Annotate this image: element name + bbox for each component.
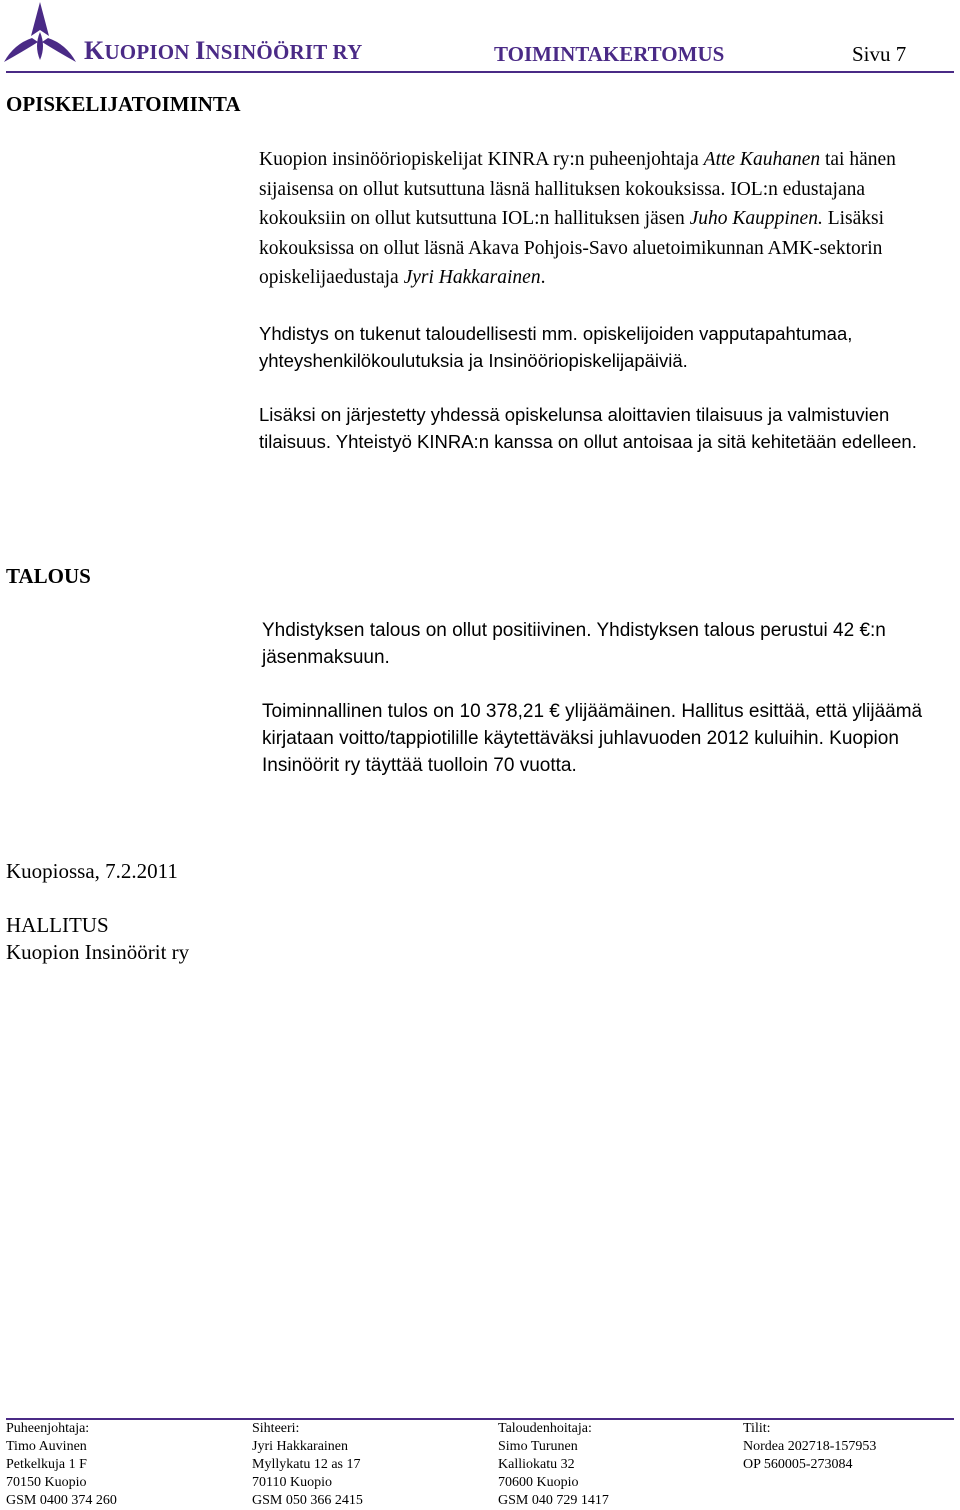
page-number: Sivu 7 bbox=[852, 42, 907, 66]
organization-name: KUOPION INSINÖÖRIT RY bbox=[84, 36, 363, 65]
footer-column-accounts: Tilit: Nordea 202718-157953 OP 560005-273084 bbox=[743, 1421, 877, 1472]
footer-column-treasurer: Taloudenhoitaja: Simo Turunen Kalliokatu 32 70600 Kuopio GSM 040 729 1417 bbox=[498, 1421, 609, 1508]
section-heading-student: OPISKELIJATOIMINTA bbox=[6, 92, 241, 116]
document-title: TOIMINTAKERTOMUS bbox=[494, 42, 725, 66]
section-heading-finance: TALOUS bbox=[6, 564, 91, 588]
signer: HALLITUS bbox=[6, 913, 109, 937]
finance-paragraph-1: Yhdistyksen talous on ollut positiivinen. Yhdistyksen talous perustui 42 €:n jäsenmaksuun. bbox=[262, 620, 886, 668]
student-paragraph-3: Lisäksi on järjestetty yhdessä opiskelunsa aloittavien tilaisuus ja valmistuvien tilaisuus. Yhteistyö KINRA:n kanssa on ollut antoisaa ja sitä kehitetään edelleen. bbox=[259, 404, 917, 452]
header-divider bbox=[6, 71, 954, 73]
place-and-date: Kuopiossa, 7.2.2011 bbox=[6, 859, 178, 883]
signer-organization: Kuopion Insinöörit ry bbox=[6, 940, 190, 964]
footer-column-chair: Puheenjohtaja: Timo Auvinen Petkelkuja 1 F 70150 Kuopio GSM 0400 374 260 bbox=[6, 1421, 117, 1508]
student-paragraph-1: Kuopion insinööriopiskelijat KINRA ry:n puheenjohtaja Atte Kauhanen tai hänen sijaisensa on ollut kutsuttuna läsnä hallituksen kokouksissa. IOL:n edustajana kokouksiin on ollut kutsuttuna IOL:n hallituksen jäsen Juho Kauppinen. Lisäksi kokouksissa on ollut läsnä Akava Pohjois-Savo aluetoimikunnan AMK-sektorin opiskelijaedustaja Jyri Hakkarainen. bbox=[259, 149, 896, 288]
footer-column-secretary: Sihteeri: Jyri Hakkarainen Myllykatu 12 as 17 70110 Kuopio GSM 050 366 2415 bbox=[252, 1421, 363, 1508]
kuopion-insinoorit-logo-icon bbox=[4, 2, 76, 64]
student-paragraph-2: Yhdistys on tukenut taloudellisesti mm. opiskelijoiden vapputapahtumaa, yhteyshenkilökoulutuksia ja Insinööriopiskelijapäiviä. bbox=[259, 323, 853, 371]
finance-paragraph-2: Toiminnallinen tulos on 10 378,21 € ylijäämäinen. Hallitus esittää, että ylijäämä kirjataan voitto/tappiotilille käytettäväksi juhlavuoden 2012 kuluihin. Kuopion Insinöörit ry täyttää tuolloin 70 vuotta. bbox=[262, 701, 923, 776]
